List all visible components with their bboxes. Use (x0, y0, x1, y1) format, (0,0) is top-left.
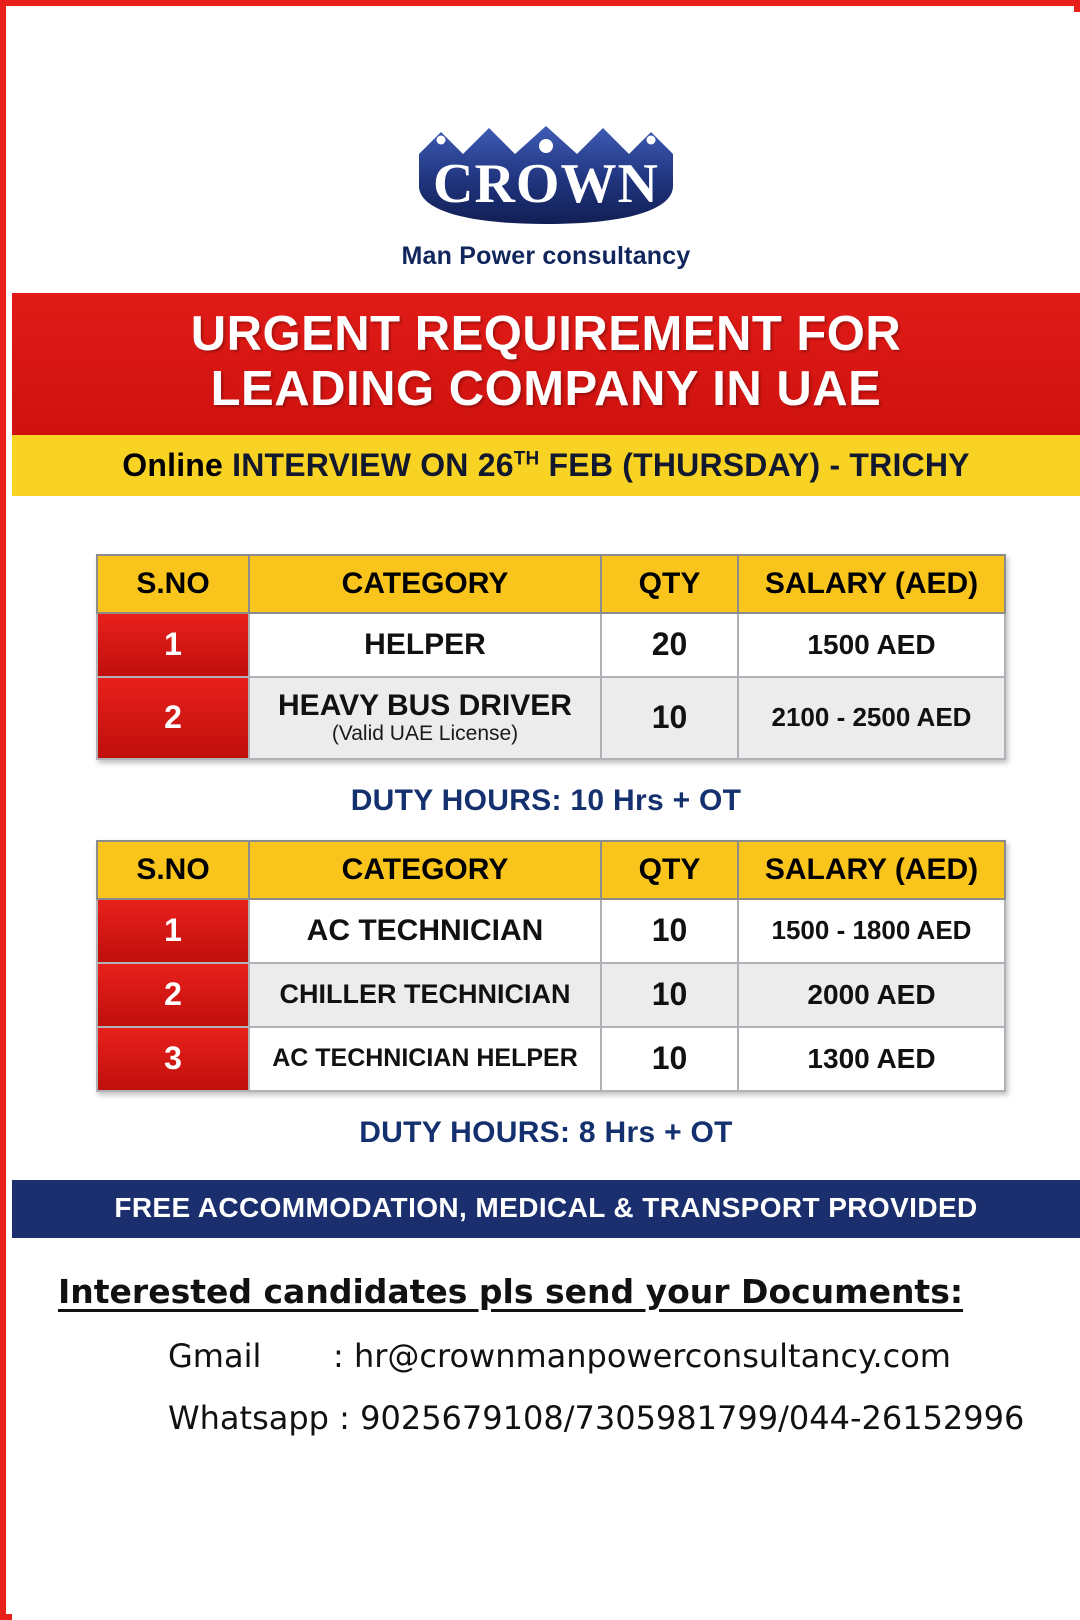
logo-block (12, 12, 1080, 271)
header-category: CATEGORY (249, 841, 601, 899)
jobs-table-1-wrapper (96, 554, 996, 818)
logo-brand-text: CROWN (433, 153, 659, 215)
contact-title: Interested candidates pls send your Documents: (58, 1271, 964, 1311)
whatsapp-label: Whatsapp : (168, 1398, 350, 1437)
cell-salary: 2000 AED (738, 963, 1005, 1027)
cell-category (249, 613, 601, 677)
header-sno: S.NO (97, 555, 249, 613)
interview-sup: TH (513, 448, 540, 470)
cell-qty: 20 (601, 613, 738, 677)
category-name: HEAVY BUS DRIVER (278, 688, 572, 722)
cell-salary: 1500 AED (738, 613, 1005, 677)
header-sno: S.NO (97, 841, 249, 899)
contact-gmail-row (58, 1337, 1034, 1375)
interview-prefix: Online (122, 446, 224, 483)
interview-suffix: FEB (THURSDAY) - TRICHY (539, 446, 970, 483)
cell-category (249, 963, 601, 1027)
interview-text (122, 447, 969, 483)
contact-whatsapp-row (58, 1399, 1034, 1437)
headline-banner (12, 293, 1080, 435)
table-header-row (97, 841, 1005, 899)
headline-line-1: URGENT REQUIREMENT FOR (190, 307, 902, 361)
cell-sno: 1 (97, 613, 249, 677)
cell-category (249, 899, 601, 963)
category-name: AC TECHNICIAN (306, 913, 544, 947)
header-qty: QTY (601, 555, 738, 613)
cell-sno: 2 (97, 677, 249, 759)
crown-logo (411, 124, 681, 229)
table-row (97, 677, 1005, 759)
headline-line-2: LEADING COMPANY IN UAE (210, 361, 882, 416)
category-note: (Valid UAE License) (331, 721, 519, 745)
cell-qty: 10 (601, 899, 738, 963)
table-row (97, 613, 1005, 677)
jobs-table-1 (96, 554, 1006, 760)
table-header-row (97, 555, 1005, 613)
contact-section (12, 1238, 1080, 1437)
header-qty: QTY (601, 841, 738, 899)
benefits-banner (12, 1180, 1080, 1238)
benefits-text: FREE ACCOMMODATION, MEDICAL & TRANSPORT PROVIDED (114, 1191, 978, 1223)
cell-sno: 1 (97, 899, 249, 963)
duty-hours-2: DUTY HOURS: 8 Hrs + OT (359, 1115, 733, 1149)
interview-banner (12, 435, 1080, 496)
cell-salary: 1500 - 1800 AED (738, 899, 1005, 963)
cell-sno: 2 (97, 963, 249, 1027)
category-name: AC TECHNICIAN HELPER (272, 1044, 578, 1073)
gmail-label: Gmail (168, 1336, 262, 1375)
jobs-table-2 (96, 840, 1006, 1092)
header-salary: SALARY (AED) (738, 841, 1005, 899)
header-category: CATEGORY (249, 555, 601, 613)
cell-category (249, 1027, 601, 1091)
table-row (97, 899, 1005, 963)
duty-hours-1: DUTY HOURS: 10 Hrs + OT (350, 783, 742, 817)
gmail-value[interactable]: : hr@crownmanpowerconsultancy.com (333, 1336, 951, 1375)
interview-main: INTERVIEW ON 26 (223, 446, 514, 483)
cell-category (249, 677, 601, 759)
cell-qty: 10 (601, 963, 738, 1027)
jobs-table-2-wrapper (96, 840, 996, 1150)
cell-qty: 10 (601, 1027, 738, 1091)
logo-subtitle: Man Power consultancy (401, 242, 691, 270)
frame-notch-left (6, 1116, 12, 1162)
header-salary: SALARY (AED) (738, 555, 1005, 613)
whatsapp-value[interactable]: 9025679108/7305981799/044-26152996 (349, 1398, 1025, 1437)
frame-notch-right (1068, 1106, 1074, 1152)
category-name: HELPER (364, 627, 486, 661)
category-name: CHILLER TECHNICIAN (279, 979, 571, 1010)
table-row (97, 1027, 1005, 1091)
cell-salary: 1300 AED (738, 1027, 1005, 1091)
cell-sno: 3 (97, 1027, 249, 1091)
cell-salary: 2100 - 2500 AED (738, 677, 1005, 759)
table-row (97, 963, 1005, 1027)
poster-content (12, 12, 1080, 1620)
cell-qty: 10 (601, 677, 738, 759)
